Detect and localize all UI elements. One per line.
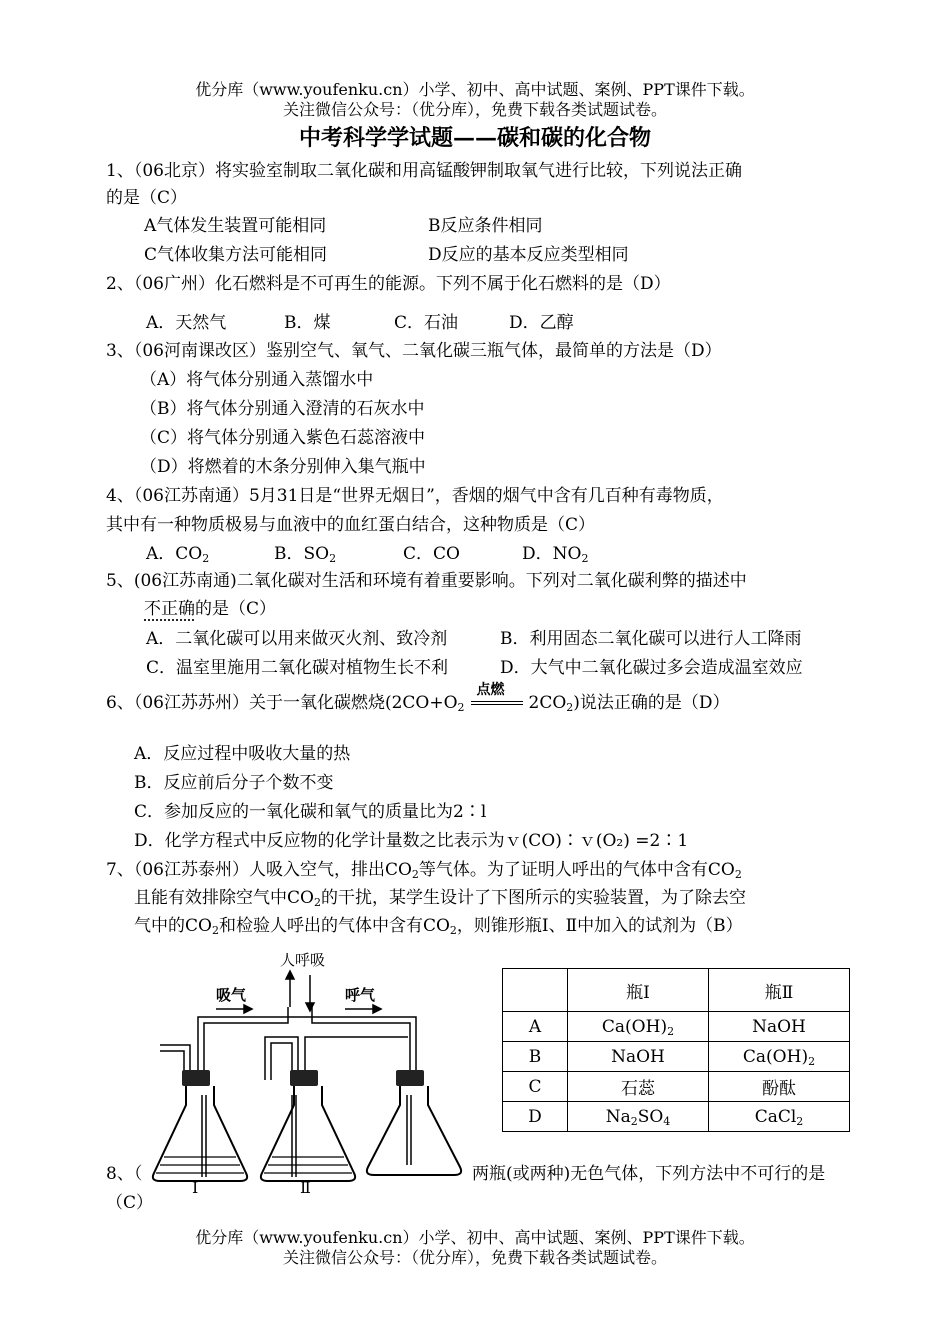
- q1-option-d: D反应的基本反应类型相同: [428, 245, 629, 265]
- glass-tubes: [160, 1007, 416, 1177]
- reagent-table: [502, 968, 850, 1132]
- table-cell: 酚酞: [709, 1072, 850, 1102]
- q7-stem-line2: 且能有效排除空气中$CO_2$的干扰，某学生设计了下图所示的实验装置，为了除去空: [134, 888, 746, 909]
- q3-stem: 3、（06河南课改区）鉴别空气、氧气、二氧化碳三瓶气体，最简单的方法是（D）: [106, 341, 722, 361]
- q6-option-d: D．化学方程式中反应物的化学计量数之比表示为ｖ(CO)∶ｖ(O₂) =2∶1: [134, 831, 689, 851]
- header-line-2: 关注微信公众号：（优分库），免费下载各类试题试卷。: [282, 100, 667, 119]
- q1-option-b: B反应条件相同: [428, 216, 543, 236]
- footer-line-2: 关注微信公众号：（优分库），免费下载各类试题试卷。: [282, 1248, 667, 1267]
- table-cell: A: [503, 1012, 568, 1042]
- label-inhale: 吸气: [216, 986, 247, 1004]
- apparatus-figure: [140, 945, 480, 1205]
- q1-stem-line2: 的是（C）: [106, 188, 188, 208]
- q8-stem-line1-end: 两瓶(或两种)无色气体，下列方法中不可行的是: [472, 1164, 826, 1184]
- q5-option-b: B．利用固态二氧化碳可以进行人工降雨: [500, 629, 802, 649]
- q2-option-b: B．煤: [284, 313, 331, 333]
- q3-option-b: （B）将气体分别通入澄清的石灰水中: [140, 399, 425, 419]
- q6-stem: 6、（06江苏苏州）关于一氧化碳燃烧($2CO+O_2$ 点燃 $2CO_2$)说法正确的是（D）: [106, 692, 730, 714]
- q8-stem-line1-start: 8、（: [106, 1164, 143, 1184]
- q4-option-d: D．$NO_2$: [522, 544, 589, 565]
- q2-option-c: C．石油: [394, 313, 459, 333]
- q3-option-d: （D）将燃着的木条分别伸入集气瓶中: [140, 457, 426, 477]
- label-breathe: 人呼吸: [280, 951, 326, 969]
- q7-stem-line1: 7、（06江苏泰州）人吸入空气，排出$CO_2$等气体。为了证明人呼出的气体中含有$CO_2$: [106, 860, 742, 881]
- table-cell: B: [503, 1042, 568, 1072]
- q5-stem-line2: 不正确的是（C）: [144, 599, 277, 619]
- q4-option-c: C．CO: [403, 544, 460, 564]
- reaction-condition: 点燃: [476, 682, 505, 698]
- q1-option-c: C气体收集方法可能相同: [144, 245, 328, 265]
- table-cell: $Na_2SO_4$: [568, 1102, 709, 1132]
- table-cell: CaCl$_2$: [709, 1102, 850, 1132]
- table-cell: 石蕊: [568, 1072, 709, 1102]
- q3-option-c: （C）将气体分别通入紫色石蕊溶液中: [140, 428, 426, 448]
- q3-option-a: （A）将气体分别通入蒸馏水中: [140, 370, 374, 390]
- q1-option-a: A气体发生装置可能相同: [144, 216, 327, 236]
- header-line-1: 优分库（www.youfenku.cn）小学、初中、高中试题、案例、PPT课件下载。: [195, 80, 755, 99]
- q2-option-a: A．天然气: [146, 313, 227, 333]
- q5-stem-line1: 5、(06江苏南通)二氧化碳对生活和环境有着重要影响。下列对二氧化碳利弊的描述中: [106, 571, 747, 591]
- q8-stem-line2: （C）: [106, 1193, 154, 1213]
- q6-option-c: C．参加反应的一氧化碳和氧气的质量比为2∶l: [134, 802, 487, 822]
- stoppers: [182, 1070, 424, 1086]
- q4-stem-line1: 4、（06江苏南通）5月31日是“世界无烟日”，香烟的烟气中含有几百种有毒物质，: [106, 486, 724, 506]
- table-header-cell: 瓶Ⅱ: [709, 969, 850, 1012]
- table-row: [503, 1072, 850, 1102]
- table-header-cell: 瓶Ⅰ: [568, 969, 709, 1012]
- table-cell: C: [503, 1072, 568, 1102]
- table-cell: $Ca(OH)_2$: [709, 1042, 850, 1072]
- flask-liquid: [156, 1157, 352, 1173]
- q2-stem: 2、（06广州）化石燃料是不可再生的能源。下列不属于化石燃料的是（D）: [106, 274, 671, 294]
- q2-option-d: D．乙醇: [509, 313, 574, 333]
- table-row: [503, 1012, 850, 1042]
- label-flask-1: Ⅰ: [192, 1178, 199, 1197]
- q6-option-a: A．反应过程中吸收大量的热: [134, 744, 351, 764]
- flasks: [153, 1086, 461, 1181]
- emphasis-not-correct: 不正确: [144, 599, 195, 619]
- table-header-cell: [503, 969, 568, 1012]
- table-row: [503, 1042, 850, 1072]
- table-cell: NaOH: [568, 1042, 709, 1072]
- label-exhale: 呼气: [345, 986, 376, 1004]
- table-cell: NaOH: [709, 1012, 850, 1042]
- q5-option-a: A．二氧化碳可以用来做灭火剂、致冷剂: [146, 629, 448, 649]
- q4-stem-line2: 其中有一种物质极易与血液中的血红蛋白结合，这种物质是（C）: [106, 515, 596, 535]
- q5-option-d: D．大气中二氧化碳过多会造成温室效应: [500, 658, 803, 678]
- table-cell: $Ca(OH)_2$: [568, 1012, 709, 1042]
- q4-option-a: A．$CO_2$: [146, 544, 210, 565]
- footer-line-1: 优分库（www.youfenku.cn）小学、初中、高中试题、案例、PPT课件下载。: [195, 1228, 755, 1247]
- table-header-row: [503, 969, 850, 1012]
- page-title: 中考科学学试题——碳和碳的化合物: [298, 125, 651, 151]
- q7-stem-line3: 气中的$CO_2$和检验人呼出的气体中含有$CO_2$，则锥形瓶Ⅰ、Ⅱ中加入的试剂为（B）: [134, 916, 743, 937]
- q1-stem-line1: 1、（06北京）将实验室制取二氧化碳和用高锰酸钾制取氧气进行比较，下列说法正确: [106, 161, 742, 181]
- reaction-condition-arrow: [465, 682, 529, 714]
- q5-option-c: C．温室里施用二氧化碳对植物生长不利: [146, 658, 449, 678]
- table-row: [503, 1102, 850, 1132]
- table-cell: D: [503, 1102, 568, 1132]
- label-flask-2: Ⅱ: [300, 1178, 311, 1197]
- q6-option-b: B．反应前后分子个数不变: [134, 773, 334, 793]
- q4-option-b: B．$SO_2$: [274, 544, 337, 565]
